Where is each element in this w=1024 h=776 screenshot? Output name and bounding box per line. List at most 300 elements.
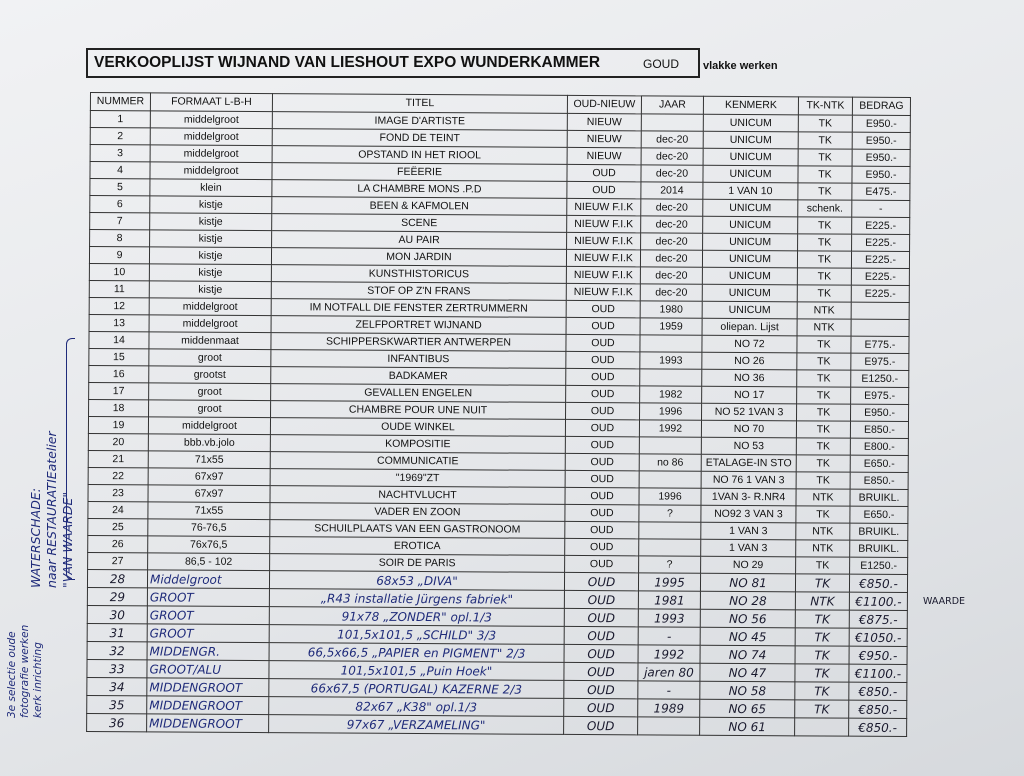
table-cell: 15 — [89, 348, 149, 365]
column-header: TITEL — [272, 94, 567, 114]
table-cell: MIDDENGROOT — [147, 714, 269, 733]
table-cell: E225.- — [851, 268, 909, 285]
table-cell: middelgroot — [149, 315, 271, 333]
table-cell: NO 76 1 VAN 3 — [701, 471, 796, 489]
table-cell: NO92 3 VAN 3 — [701, 505, 796, 523]
table-cell: OUD — [567, 164, 641, 181]
table-cell: GROOT/ALU — [147, 660, 269, 679]
table-cell: dec-20 — [641, 233, 703, 250]
table-cell: 7 — [90, 213, 150, 230]
table-cell: 8 — [90, 230, 150, 247]
table-cell: OUD — [564, 680, 638, 698]
table-cell: UNICUM — [703, 199, 798, 217]
table-cell: TK — [796, 506, 850, 523]
table-cell: 34 — [87, 677, 147, 695]
table-cell: NO 29 — [701, 556, 796, 574]
table-cell: NTK — [795, 592, 849, 610]
table-cell: 3 — [90, 145, 150, 162]
table-cell: €850.- — [849, 718, 907, 736]
table-cell: 1992 — [638, 645, 700, 663]
column-header: BEDRAG — [852, 97, 910, 115]
table-cell: 36 — [87, 713, 147, 731]
price-table — [86, 92, 911, 737]
table-cell: TK — [797, 404, 851, 421]
table-cell: OUD — [567, 181, 641, 198]
table-cell: middelgroot — [150, 128, 272, 146]
table-cell: €850.- — [849, 682, 907, 700]
table-cell: 1996 — [639, 488, 701, 505]
table-cell: 67x97 — [148, 468, 270, 486]
table-cell: 66,5x66,5 „PAPIER en PIGMENT" 2/3 — [269, 643, 564, 663]
table-cell: E225.- — [851, 285, 909, 302]
table-cell: NIEUW — [567, 113, 641, 130]
table-cell: 5 — [90, 179, 150, 196]
table-cell: E950.- — [852, 132, 910, 149]
table-cell: 1959 — [640, 318, 702, 335]
table-cell: TK — [797, 268, 851, 285]
table-cell: NO 65 — [700, 699, 795, 718]
table-cell: TK — [797, 251, 851, 268]
table-cell: UNICUM — [703, 216, 798, 234]
table-cell: bbb.vb.jolo — [148, 434, 270, 452]
table-cell: TK — [798, 115, 852, 132]
note-line: kerk inrichting — [32, 642, 44, 718]
table-cell: 97x67 „VERZAMELING" — [269, 715, 564, 735]
table-cell: OPSTAND IN HET RIOOL — [272, 146, 567, 165]
table-cell: TK — [795, 610, 849, 628]
table-cell: dec-20 — [640, 284, 702, 301]
table-cell: dec-20 — [641, 131, 703, 148]
table-cell: UNICUM — [703, 233, 798, 251]
table-cell: 4 — [90, 162, 150, 179]
table-cell: SCENE — [272, 214, 567, 233]
table-cell: TK — [795, 664, 849, 682]
table-cell: kistje — [149, 247, 271, 265]
table-cell: TK — [795, 628, 849, 646]
table-cell: KOMPOSITIE — [270, 435, 565, 454]
table-cell: E850.- — [850, 421, 908, 438]
table-cell: OUD — [566, 300, 640, 317]
table-cell: NO 72 — [702, 335, 797, 353]
table-cell: 71x55 — [148, 502, 270, 520]
table-cell: E475.- — [852, 183, 910, 200]
table-cell: 76-76,5 — [148, 519, 270, 537]
table-cell: €1100.- — [849, 592, 907, 610]
table-cell: kistje — [149, 281, 271, 299]
table-cell: schenk. — [798, 200, 852, 217]
table-cell: 32 — [87, 641, 147, 659]
table-cell: OUD — [565, 555, 639, 572]
table-cell: dec-20 — [641, 148, 703, 165]
table-cell: VADER EN ZOON — [270, 503, 565, 522]
table-cell: 13 — [89, 314, 149, 331]
table-cell: 1993 — [640, 352, 702, 369]
table-cell: GROOT — [147, 606, 269, 625]
table-cell: TK — [797, 353, 851, 370]
table-cell: COMMUNICATIE — [270, 452, 565, 471]
table-cell: dec-20 — [641, 216, 703, 233]
table-cell: E1250.- — [851, 370, 909, 387]
table-cell: E975.- — [851, 353, 909, 370]
table-cell: 23 — [88, 484, 148, 501]
note-line: naar RESTAURATIEatelier — [44, 431, 59, 588]
table-cell: NO 26 — [702, 352, 797, 370]
table-cell: 86,5 - 102 — [148, 553, 270, 571]
table-cell: OUD — [564, 716, 638, 734]
note-line: fotografie werken — [19, 624, 31, 718]
table-cell: E975.- — [851, 387, 909, 404]
table-cell: OUD — [565, 470, 639, 487]
table-cell: NIEUW — [567, 130, 641, 147]
table-cell: dec-20 — [641, 199, 703, 216]
table-cell: E775.- — [851, 336, 909, 353]
table-cell: 22 — [88, 467, 148, 484]
table-cell: BEEN & KAFMOLEN — [272, 197, 567, 216]
table-cell: OUD — [566, 368, 640, 385]
table-cell: TK — [798, 234, 852, 251]
table-cell: jaren 80 — [638, 663, 700, 681]
table-cell: OUD — [566, 402, 640, 419]
table-cell: 2014 — [641, 182, 703, 199]
table-cell: BRUIKL. — [850, 523, 908, 540]
table-cell: MON JARDIN — [271, 248, 566, 267]
table-cell: €850.- — [849, 700, 907, 718]
table-cell: middelgroot — [149, 298, 271, 316]
table-cell: €1100.- — [849, 664, 907, 682]
table-cell: OUD — [564, 572, 638, 590]
table-cell: UNICUM — [702, 267, 797, 285]
table-cell: E650.- — [850, 506, 908, 523]
table-cell: 67x97 — [148, 485, 270, 503]
table-cell: 68x53 „DIVA" — [269, 571, 564, 591]
table-cell — [639, 471, 701, 488]
note-line: 3e selectie oude — [6, 631, 18, 718]
table-cell: OUD — [564, 590, 638, 608]
table-cell: 1 VAN 10 — [703, 182, 798, 200]
table-cell: middelgroot — [150, 145, 272, 163]
table-cell: E950.- — [852, 149, 910, 166]
table-cell: NIEUW F.I.K — [566, 283, 640, 300]
table-cell: TK — [798, 183, 852, 200]
table-cell: TK — [796, 421, 850, 438]
table-cell: TK — [797, 370, 851, 387]
table-cell: NIEUW F.I.K — [566, 266, 640, 283]
note-line: "VAN WAARDE" — [60, 491, 75, 588]
table-cell: LA CHAMBRE MONS .P.D — [272, 180, 567, 199]
table-cell: E800.- — [850, 438, 908, 455]
table-cell: E950.- — [851, 404, 909, 421]
table-cell: 6 — [90, 196, 150, 213]
table-cell — [640, 335, 702, 352]
table-cell: OUD — [564, 662, 638, 680]
table-cell: no 86 — [639, 454, 701, 471]
note-line: WATERSCHADE: — [28, 488, 43, 588]
table-cell: 1996 — [640, 403, 702, 420]
table-cell: E950.- — [852, 166, 910, 183]
table-cell: groot — [149, 383, 271, 401]
table-cell: Middelgroot — [147, 570, 269, 589]
table-cell: NACHTVLUCHT — [270, 486, 565, 505]
table-cell: - — [638, 627, 700, 645]
table-cell: UNICUM — [703, 131, 798, 149]
table-cell: "1969"ZT — [270, 469, 565, 488]
table-cell: groot — [149, 400, 271, 418]
table-cell: 29 — [87, 587, 147, 605]
table-cell: OUD — [566, 385, 640, 402]
table-cell: middelgroot — [150, 162, 272, 180]
table-cell: NO 17 — [702, 386, 797, 404]
table-cell: - — [852, 200, 910, 217]
table-cell: TK — [798, 149, 852, 166]
table-cell: NO 58 — [700, 681, 795, 700]
table-cell: TK — [795, 574, 849, 592]
table-cell: ? — [639, 556, 701, 573]
table-cell: - — [638, 681, 700, 699]
table-cell: 21 — [88, 450, 148, 467]
table-cell: KUNSTHISTORICUS — [271, 265, 566, 284]
table-cell: E225.- — [852, 217, 910, 234]
table-cell: STOF OP Z'N FRANS — [271, 282, 566, 301]
table-cell: 1 VAN 3 — [701, 539, 796, 557]
table-cell: UNICUM — [702, 250, 797, 268]
table-cell: 1980 — [640, 301, 702, 318]
column-header: JAAR — [641, 96, 703, 114]
table-cell: 30 — [87, 605, 147, 623]
table-cell: 76x76,5 — [148, 536, 270, 554]
handwritten-row — [87, 713, 907, 736]
waarde-note: WAARDE — [923, 596, 966, 607]
table-cell: MIDDENGR. — [147, 642, 269, 661]
page-title: VERKOOPLIJST WIJNAND VAN LIESHOUT EXPO WUNDERKAMMER — [94, 54, 601, 71]
table-cell: BADKAMER — [271, 367, 566, 386]
table-cell: OUD — [566, 317, 640, 334]
column-header: NUMMER — [90, 93, 150, 111]
table-cell: OUD — [565, 419, 639, 436]
table-cell: E1250.- — [850, 557, 908, 574]
table-cell: 2 — [90, 128, 150, 145]
table-cell: TK — [797, 336, 851, 353]
table-cell: 1992 — [639, 420, 701, 437]
table-cell: TK — [796, 472, 850, 489]
table-cell: NO 53 — [701, 437, 796, 455]
table-cell: ZELFPORTRET WIJNAND — [271, 316, 566, 335]
table-cell: 19 — [88, 416, 148, 433]
table-cell: 1981 — [638, 591, 700, 609]
table-cell: NIEUW F.I.K — [567, 215, 641, 232]
table-cell: NIEUW F.I.K — [567, 232, 641, 249]
table-cell: TK — [797, 285, 851, 302]
table-cell — [641, 114, 703, 131]
table-body — [87, 111, 911, 737]
table-cell: OUD — [566, 334, 640, 351]
table-cell: IMAGE D'ARTISTE — [272, 112, 567, 131]
table-cell: 33 — [87, 659, 147, 677]
table-cell: kistje — [149, 264, 271, 282]
table-cell: E850.- — [850, 472, 908, 489]
table-cell — [851, 302, 909, 319]
table-cell: NTK — [796, 523, 850, 540]
table-cell: UNICUM — [702, 284, 797, 302]
table-cell: NO 28 — [700, 591, 795, 610]
table-cell: UNICUM — [703, 148, 798, 166]
table-cell — [639, 522, 701, 539]
table-cell: OUD — [565, 487, 639, 504]
table-cell: NO 56 — [700, 609, 795, 628]
table-cell — [639, 539, 701, 556]
table-cell: 1995 — [638, 573, 700, 591]
table-cell: NIEUW F.I.K — [567, 198, 641, 215]
table-cell: „R43 installatie Jürgens fabriek" — [269, 589, 564, 609]
table-cell: FOND DE TEINT — [272, 129, 567, 148]
table-cell: CHAMBRE POUR UNE NUIT — [271, 401, 566, 420]
table-cell: kistje — [150, 230, 272, 248]
table-cell: 16 — [89, 365, 149, 382]
table-cell: OUD — [565, 504, 639, 521]
table-cell: middenmaat — [149, 332, 271, 350]
table-cell: OUD — [564, 626, 638, 644]
table-cell: 11 — [89, 280, 149, 297]
water-damage-note — [28, 431, 76, 588]
table-cell: OUD — [564, 608, 638, 626]
table-cell: klein — [150, 179, 272, 197]
column-header: OUD-NIEUW — [567, 95, 641, 113]
table-cell: OUD — [565, 436, 639, 453]
column-header: FORMAAT L-B-H — [150, 93, 272, 112]
table-cell: TK — [796, 557, 850, 574]
table-cell: 1993 — [638, 609, 700, 627]
table-cell: 12 — [89, 297, 149, 314]
table-cell: TK — [798, 166, 852, 183]
table-cell: OUD — [566, 351, 640, 368]
table-cell: kistje — [150, 196, 272, 214]
column-header: TK-NTK — [798, 97, 852, 115]
table-cell: GROOT — [147, 588, 269, 607]
table-cell: groot — [149, 349, 271, 367]
table-cell — [795, 718, 849, 736]
table-cell: E950.- — [852, 115, 910, 132]
table-cell: middelgroot — [150, 111, 272, 129]
table-cell: E225.- — [852, 234, 910, 251]
table-cell: 71x55 — [148, 451, 270, 469]
table-cell: OUD — [564, 644, 638, 662]
table-cell: GROOT — [147, 624, 269, 643]
table-cell: NO 45 — [700, 627, 795, 646]
table-cell: TK — [795, 646, 849, 664]
table-cell: BRUIKL. — [850, 540, 908, 557]
table-cell: NO 52 1VAN 3 — [702, 403, 797, 421]
table-cell: 17 — [89, 382, 149, 399]
table-cell: TK — [798, 217, 852, 234]
title-box — [86, 48, 700, 78]
table-cell: ETALAGE-IN STO — [701, 454, 796, 472]
table-cell: NO 36 — [702, 369, 797, 387]
table-cell: NO 47 — [700, 663, 795, 682]
table-cell: IM NOTFALL DIE FENSTER ZERTRUMMERN — [271, 299, 566, 318]
table-cell: 35 — [87, 695, 147, 713]
table-cell: 91x78 „ZONDER" opl.1/3 — [269, 607, 564, 627]
table-cell: UNICUM — [702, 301, 797, 319]
table-cell: 10 — [89, 263, 149, 280]
table-cell — [640, 369, 702, 386]
table-cell: dec-20 — [640, 250, 702, 267]
table-cell: OUDE WINKEL — [270, 418, 565, 437]
table-cell: 24 — [88, 501, 148, 518]
table-cell: 1989 — [638, 699, 700, 717]
table-cell: OUD — [565, 538, 639, 555]
table-cell: 66x67,5 (PORTUGAL) KAZERNE 2/3 — [269, 679, 564, 699]
table-cell: E650.- — [850, 455, 908, 472]
table-cell: SOIR DE PARIS — [270, 554, 565, 573]
table-cell: 82x67 „K38" opl.1/3 — [269, 697, 564, 717]
table-cell: INFANTIBUS — [271, 350, 566, 369]
table-cell: 31 — [87, 623, 147, 641]
table-cell: 101,5x101,5 „Puin Hoek" — [269, 661, 564, 681]
table-cell: 1 VAN 3 — [701, 522, 796, 540]
table-cell: €950.- — [849, 646, 907, 664]
table-cell: FEËERIE — [272, 163, 567, 182]
table-cell: 28 — [87, 569, 147, 587]
table-cell: SCHUILPLAATS VAN EEN GASTRONOOM — [270, 520, 565, 539]
table-cell: NTK — [797, 319, 851, 336]
table-cell: €1050.- — [849, 628, 907, 646]
table-cell: 14 — [89, 331, 149, 348]
table-cell: dec-20 — [641, 165, 703, 182]
table-cell: NTK — [796, 540, 850, 557]
table-cell: dec-20 — [640, 267, 702, 284]
table-cell: BRUIKL. — [850, 489, 908, 506]
table-cell: TK — [796, 455, 850, 472]
table-cell: EROTICA — [270, 537, 565, 556]
table-cell: E225.- — [851, 251, 909, 268]
photo-selection-note — [6, 625, 45, 718]
table-cell: 18 — [89, 399, 149, 416]
table-cell: NTK — [797, 302, 851, 319]
table-cell: ? — [639, 505, 701, 522]
table-cell: OUD — [564, 698, 638, 716]
table-cell — [638, 717, 700, 735]
table-cell: €850.- — [849, 574, 907, 592]
table-cell: grootst — [149, 366, 271, 384]
table-cell: NO 74 — [700, 645, 795, 664]
table-cell: 1 — [90, 111, 150, 128]
table-cell: 27 — [88, 552, 148, 569]
table-cell: 20 — [88, 433, 148, 450]
table-cell: MIDDENGROOT — [147, 696, 269, 715]
table-cell: TK — [797, 387, 851, 404]
table-cell: TK — [798, 132, 852, 149]
table-cell: SCHIPPERSKWARTIER ANTWERPEN — [271, 333, 566, 352]
table-cell: NIEUW F.I.K — [566, 249, 640, 266]
table-cell: TK — [795, 682, 849, 700]
table-cell: 1VAN 3- R.NR4 — [701, 488, 796, 506]
table-cell: middelgroot — [148, 417, 270, 435]
gold-label: GOUD — [643, 57, 679, 71]
table-cell: 25 — [88, 518, 148, 535]
table-cell: UNICUM — [703, 114, 798, 132]
table-cell — [639, 437, 701, 454]
table-cell: NTK — [796, 489, 850, 506]
table-cell: NO 81 — [700, 573, 795, 592]
table-cell: OUD — [565, 521, 639, 538]
table-cell: UNICUM — [703, 165, 798, 183]
table-cell: 26 — [88, 535, 148, 552]
table-cell: oliepan. Lijst — [702, 318, 797, 336]
table-cell: NO 61 — [700, 717, 795, 736]
table-cell: 9 — [89, 247, 149, 264]
table-cell: NO 70 — [701, 420, 796, 438]
subtitle-label: vlakke werken — [703, 60, 778, 72]
column-header: KENMERK — [703, 96, 798, 115]
